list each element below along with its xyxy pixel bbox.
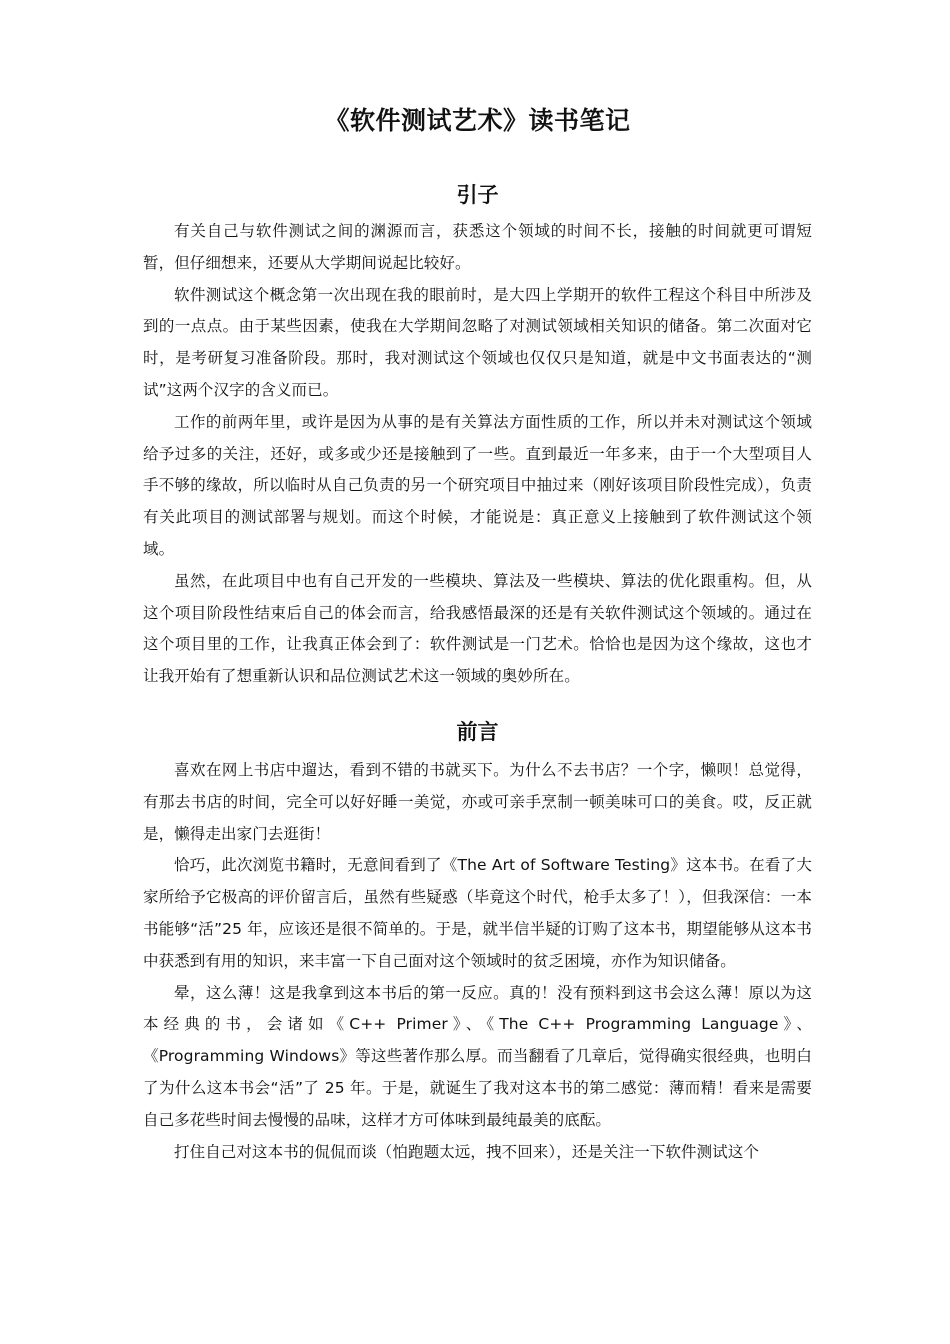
- section-intro: [143, 180, 812, 693]
- paragraph: 喜欢在网上书店中遛达，看到不错的书就买下。为什么不去书店？一个字，懒呗！总觉得，有那去书店的时间，完全可以好好睡一美觉，亦或可亲手烹制一顿美味可口的美食。哎，反正就是，懒得走出家门去逛街！: [143, 760, 812, 843]
- section-heading-preface: 前言: [456, 719, 499, 744]
- paragraph: 恰巧，此次浏览书籍时，无意间看到了《The Art of Software Testing》这本书。在看了大家所给予它极高的评价留言后，虽然有些疑惑（毕竟这个时代，枪手太多了！），但我深信：一本书能够“活”25 年，应该还是很不简单的。于是，就半信半疑的订购了这本书，期望能够从这本书中获悉到有用的知识，来丰富一下自己面对这个领域时的贫乏困境，亦作为知识储备。: [143, 856, 812, 970]
- paragraph: 有关自己与软件测试之间的渊源而言，获悉这个领域的时间不长，接触的时间就更可谓短暂，但仔细想来，还要从大学期间说起比较好。: [143, 222, 812, 272]
- paragraph: 虽然，在此项目中也有自己开发的一些模块、算法及一些模块、算法的优化跟重构。但，从这个项目阶段性结束后自己的体会而言，给我感悟最深的还是有关软件测试这个领域的。通过在这个项目里的工作，让我真正体会到了：软件测试是一门艺术。恰恰也是因为这个缘故，这也才让我开始有了想重新认识和品位测试艺术这一领域的奥妙所在。: [143, 571, 812, 686]
- section-preface: [143, 717, 812, 1168]
- paragraph: 打住自己对这本书的侃侃而谈（怕跑题太远，拽不回来），还是关注一下软件测试这个: [174, 1142, 760, 1161]
- paragraph: 晕，这么薄！这是我拿到这本书后的第一反应。真的！没有预料到这书会这么薄！原以为这本经典的书，会诸如《C++ Primer》、《The C++ Programming Language》、《Programming Windows》等这些著作那么厚。而当翻看了几章后，觉得确实很经典，也明白了为什么这本书会“活”了 25 年。于是，就诞生了我对这本书的第二感觉：薄而精！看来是需要自己多花些时间去慢慢的品味，这样才方可体味到最纯最美的底酝。: [143, 983, 812, 1129]
- paragraph: 工作的前两年里，或许是因为从事的是有关算法方面性质的工作，所以并未对测试这个领域给予过多的关注，还好，或多或少还是接触到了一些。直到最近一年多来，由于一个大型项目人手不够的缘故，所以临时从自己负责的另一个研究项目中抽过来（刚好该项目阶段性完成），负责有关此项目的测试部署与规划。而这个时候，才能说是：真正意义上接触到了软件测试这个领域。: [143, 412, 812, 558]
- section-heading-intro: 引子: [456, 183, 499, 207]
- paragraph: 软件测试这个概念第一次出现在我的眼前时，是大四上学期开的软件工程这个科目中所涉及到的一点点。由于某些因素，使我在大学期间忽略了对测试领域相关知识的储备。第二次面对它时，是考研复习准备阶段。那时，我对测试这个领域也仅仅只是知道，就是中文书面表达的“测试”这两个汉字的含义而已。: [143, 285, 812, 399]
- document-title: 《软件测试艺术》读书笔记: [324, 106, 631, 135]
